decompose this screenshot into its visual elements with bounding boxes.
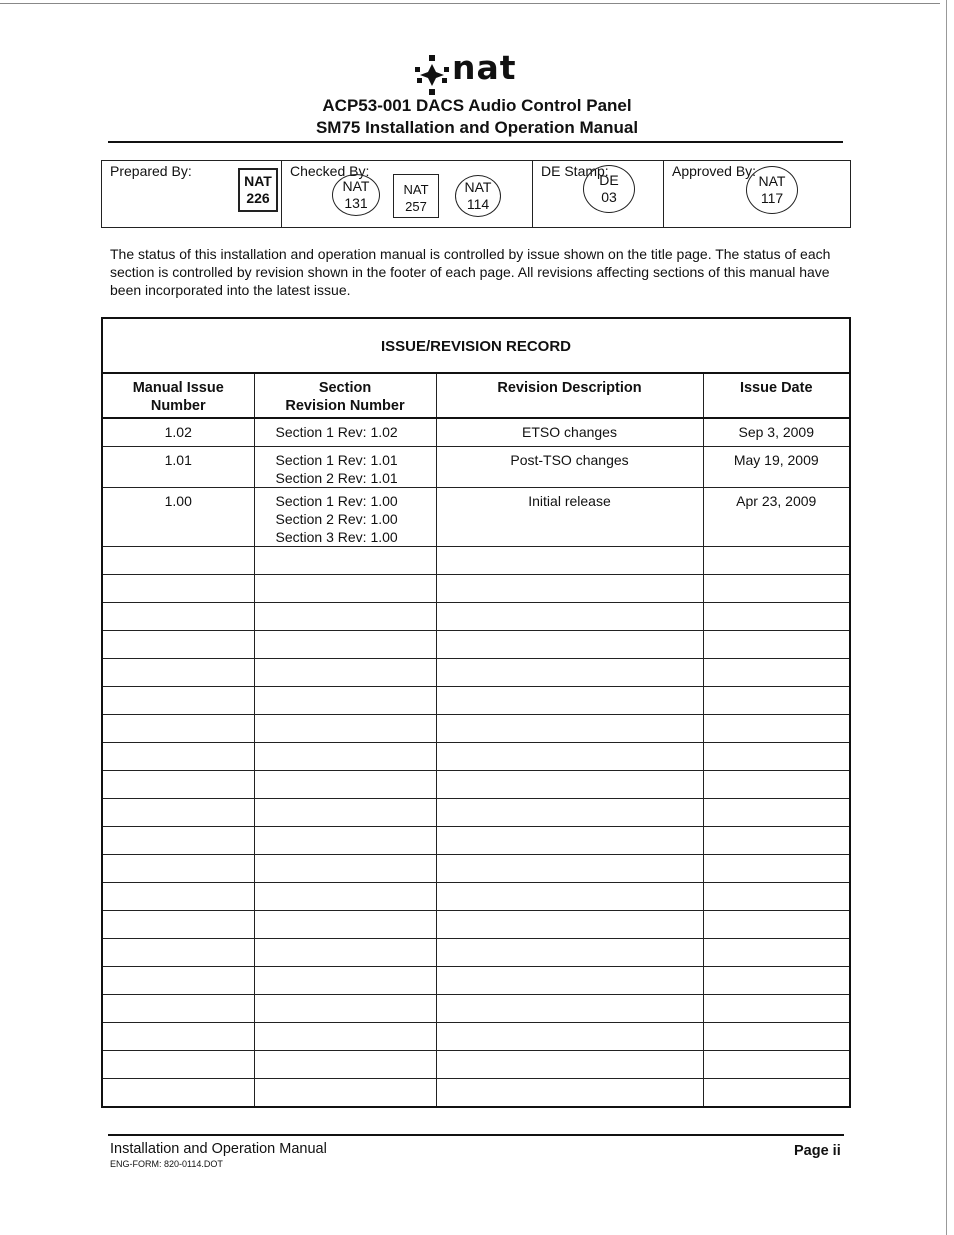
empty-cell — [703, 938, 849, 966]
empty-cell — [254, 854, 436, 882]
header-rule — [108, 141, 843, 143]
empty-cell — [436, 686, 703, 714]
empty-table-row — [103, 882, 849, 910]
empty-cell — [436, 770, 703, 798]
empty-cell — [703, 1022, 849, 1050]
issue-date-cell: May 19, 2009 — [703, 446, 849, 487]
empty-cell — [254, 826, 436, 854]
empty-table-row — [103, 630, 849, 658]
empty-cell — [103, 1050, 254, 1078]
empty-cell — [436, 826, 703, 854]
nat-logo — [414, 48, 544, 96]
empty-cell — [103, 910, 254, 938]
status-paragraph: The status of this installation and operation manual is controlled by issue shown on the title page. The status of each section is controlled by revision shown in the footer of each page. All revisions affecting sections of this manual have been incorporated into the latest issue. — [110, 246, 831, 298]
empty-cell — [254, 630, 436, 658]
de-stamp-cell — [533, 161, 664, 227]
checked-stamp-1: NAT 131 — [332, 174, 380, 216]
checked-stamp-3: NAT 114 — [455, 175, 501, 217]
header-section-revision: Section Revision Number — [254, 374, 436, 418]
empty-cell — [436, 1078, 703, 1106]
empty-cell — [436, 882, 703, 910]
checked-label: Checked By: — [290, 163, 370, 179]
empty-cell — [436, 994, 703, 1022]
issue-date-cell: Apr 23, 2009 — [703, 487, 849, 546]
empty-table-row — [103, 574, 849, 602]
empty-cell — [254, 742, 436, 770]
de-stamp: DE 03 — [583, 165, 635, 213]
empty-table-row — [103, 714, 849, 742]
empty-cell — [254, 938, 436, 966]
empty-cell — [254, 966, 436, 994]
empty-cell — [254, 770, 436, 798]
empty-cell — [103, 798, 254, 826]
revision-table — [103, 374, 849, 1106]
empty-cell — [254, 1050, 436, 1078]
table-row — [103, 418, 849, 446]
empty-cell — [703, 1050, 849, 1078]
empty-cell — [703, 686, 849, 714]
issue-number-cell: 1.00 — [103, 487, 254, 546]
de-stamp-label: DE Stamp: — [541, 163, 609, 179]
revision-description-cell: ETSO changes — [436, 418, 703, 446]
empty-table-row — [103, 966, 849, 994]
empty-cell — [254, 546, 436, 574]
empty-cell — [703, 854, 849, 882]
section-revision-cell: Section 1 Rev: 1.01 Section 2 Rev: 1.01 — [254, 446, 436, 487]
table-row — [103, 446, 849, 487]
empty-cell — [436, 714, 703, 742]
prepared-stamp: NAT 226 — [238, 168, 278, 212]
empty-cell — [703, 630, 849, 658]
empty-table-row — [103, 546, 849, 574]
approved-stamp: NAT 117 — [746, 166, 798, 214]
empty-cell — [436, 910, 703, 938]
empty-cell — [254, 1078, 436, 1106]
empty-table-row — [103, 602, 849, 630]
revision-description-cell: Initial release — [436, 487, 703, 546]
issue-date-cell: Sep 3, 2009 — [703, 418, 849, 446]
empty-cell — [254, 994, 436, 1022]
empty-cell — [436, 938, 703, 966]
issue-number-cell: 1.02 — [103, 418, 254, 446]
empty-cell — [436, 602, 703, 630]
empty-cell — [103, 826, 254, 854]
empty-cell — [103, 658, 254, 686]
empty-table-row — [103, 686, 849, 714]
empty-cell — [703, 1078, 849, 1106]
empty-table-row — [103, 1050, 849, 1078]
empty-cell — [254, 714, 436, 742]
empty-cell — [703, 574, 849, 602]
empty-table-row — [103, 910, 849, 938]
page-number: Page ii — [794, 1143, 841, 1159]
empty-cell — [703, 882, 849, 910]
empty-cell — [103, 882, 254, 910]
empty-cell — [703, 994, 849, 1022]
empty-cell — [436, 630, 703, 658]
footer-form-id: ENG-FORM: 820-0114.DOT — [110, 1159, 223, 1169]
section-revision-cell: Section 1 Rev: 1.00 Section 2 Rev: 1.00 Section 3 Rev: 1.00 — [254, 487, 436, 546]
empty-cell — [103, 630, 254, 658]
empty-cell — [436, 1050, 703, 1078]
approved-cell — [664, 161, 850, 227]
empty-table-row — [103, 938, 849, 966]
checked-cell — [282, 161, 533, 227]
prepared-label: Prepared By: — [110, 163, 192, 179]
revision-header-row — [103, 374, 849, 418]
empty-cell — [436, 658, 703, 686]
empty-cell — [103, 602, 254, 630]
table-row — [103, 487, 849, 546]
empty-table-row — [103, 770, 849, 798]
empty-cell — [103, 546, 254, 574]
empty-cell — [436, 574, 703, 602]
header-issue-number: Manual Issue Number — [103, 374, 254, 418]
empty-cell — [703, 770, 849, 798]
footer-rule — [108, 1134, 844, 1136]
empty-cell — [254, 1022, 436, 1050]
empty-cell — [703, 798, 849, 826]
empty-cell — [254, 882, 436, 910]
empty-cell — [703, 826, 849, 854]
header-issue-date: Issue Date — [703, 374, 849, 418]
empty-cell — [103, 938, 254, 966]
empty-cell — [254, 798, 436, 826]
empty-table-row — [103, 994, 849, 1022]
checked-stamp-2: NAT 257 — [393, 174, 439, 218]
empty-cell — [103, 966, 254, 994]
empty-cell — [436, 854, 703, 882]
empty-table-row — [103, 1078, 849, 1106]
approved-label: Approved By: — [672, 163, 757, 179]
empty-table-row — [103, 826, 849, 854]
empty-cell — [703, 966, 849, 994]
empty-cell — [254, 574, 436, 602]
empty-cell — [254, 910, 436, 938]
logo-wordmark: nat — [452, 48, 517, 87]
empty-cell — [703, 910, 849, 938]
empty-cell — [703, 546, 849, 574]
section-revision-cell: Section 1 Rev: 1.02 — [254, 418, 436, 446]
empty-cell — [703, 602, 849, 630]
signoff-table — [101, 160, 851, 228]
empty-cell — [103, 1022, 254, 1050]
header-revision-description: Revision Description — [436, 374, 703, 418]
empty-cell — [703, 742, 849, 770]
empty-cell — [103, 686, 254, 714]
empty-cell — [436, 966, 703, 994]
empty-cell — [103, 994, 254, 1022]
empty-cell — [103, 574, 254, 602]
footer-manual-name: Installation and Operation Manual — [110, 1141, 327, 1157]
scan-edge-right — [946, 0, 947, 1235]
empty-cell — [436, 742, 703, 770]
record-title: ISSUE/REVISION RECORD — [103, 319, 849, 374]
empty-cell — [436, 546, 703, 574]
scan-edge-top — [0, 3, 940, 4]
empty-cell — [703, 714, 849, 742]
empty-table-row — [103, 798, 849, 826]
empty-cell — [436, 798, 703, 826]
empty-table-row — [103, 854, 849, 882]
empty-cell — [103, 714, 254, 742]
empty-table-row — [103, 742, 849, 770]
empty-cell — [103, 1078, 254, 1106]
issue-number-cell: 1.01 — [103, 446, 254, 487]
prepared-cell — [102, 161, 282, 227]
empty-cell — [254, 686, 436, 714]
empty-cell — [103, 770, 254, 798]
empty-cell — [103, 854, 254, 882]
document-subtitle: SM75 Installation and Operation Manual — [315, 118, 639, 137]
empty-cell — [703, 658, 849, 686]
empty-cell — [254, 658, 436, 686]
empty-table-row — [103, 658, 849, 686]
empty-cell — [436, 1022, 703, 1050]
star-burst-icon — [414, 54, 450, 96]
empty-cell — [103, 742, 254, 770]
document-title: ACP53-001 DACS Audio Control Panel — [322, 96, 632, 115]
issue-revision-record — [101, 317, 851, 1108]
revision-description-cell: Post-TSO changes — [436, 446, 703, 487]
empty-cell — [254, 602, 436, 630]
empty-table-row — [103, 1022, 849, 1050]
